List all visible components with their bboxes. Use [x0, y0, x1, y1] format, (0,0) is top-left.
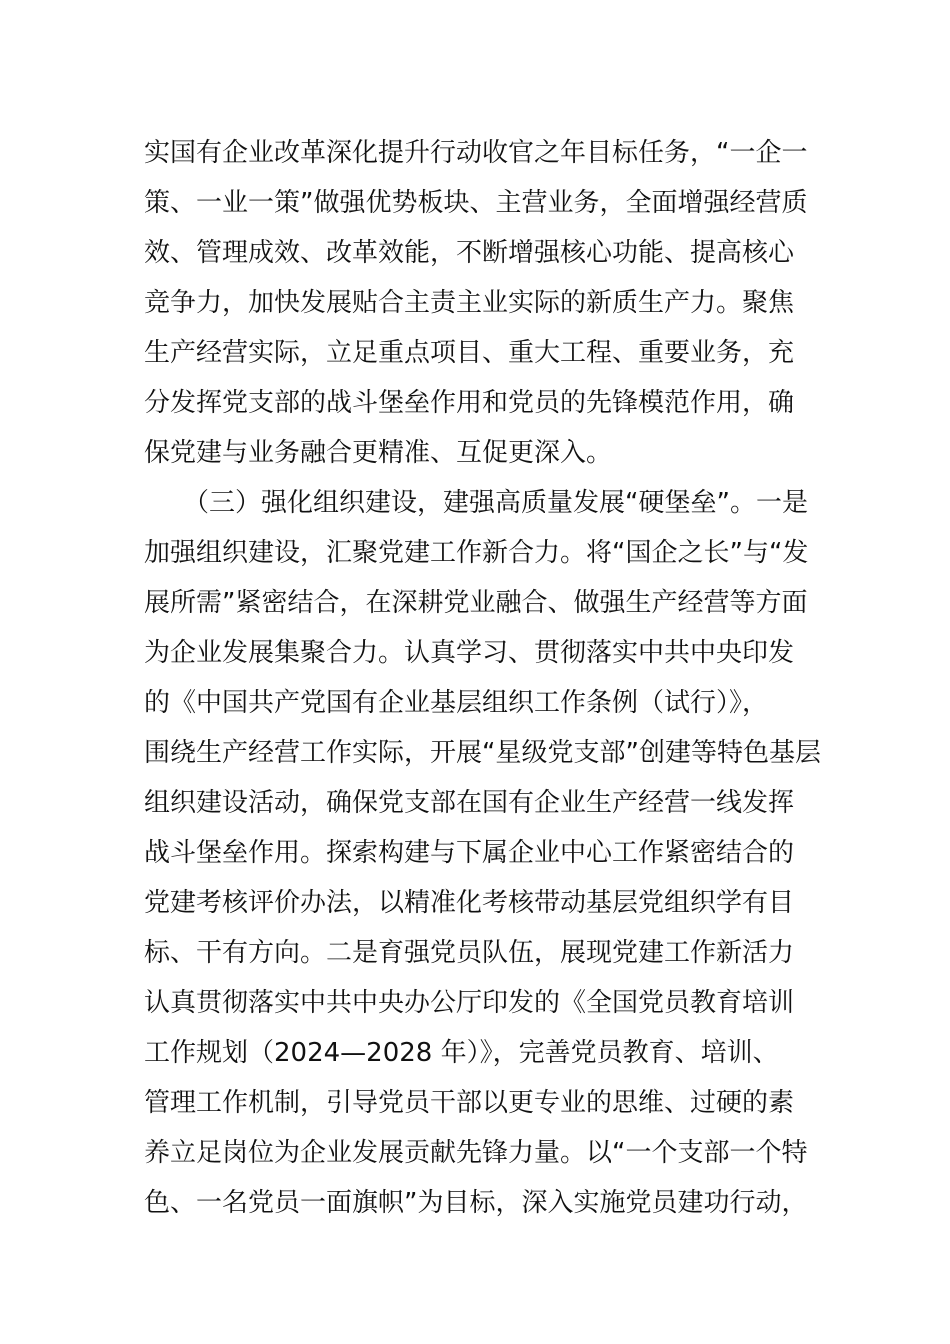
text-line: 党建考核评价办法，以精准化考核带动基层党组织学有目: [144, 888, 795, 918]
text-line: 组织建设活动，确保党支部在国有企业生产经营一线发挥: [144, 788, 795, 818]
text-line: 展所需”紧密结合，在深耕党业融合、做强生产经营等方面: [144, 588, 808, 618]
text-line: 保党建与业务融合更精准、互促更深入。: [144, 438, 613, 468]
text-line: 认真贯彻落实中共中央办公厅印发的《全国党员教育培训: [144, 988, 795, 1018]
text-line: 加强组织建设，汇聚党建工作新合力。将“国企之长”与“发: [144, 538, 809, 568]
text-line: 策、一业一策”做强优势板块、主营业务，全面增强经营质: [144, 188, 808, 218]
text-line: 围绕生产经营工作实际，开展“星级党支部”创建等特色基层: [144, 738, 821, 768]
text-line: 养立足岗位为企业发展贡献先锋力量。以“一个支部一个特: [144, 1138, 808, 1168]
text-line: 生产经营实际，立足重点项目、重大工程、重要业务，充: [144, 338, 795, 368]
text-line: 分发挥党支部的战斗堡垒作用和党员的先锋模范作用，确: [144, 388, 795, 418]
text-line: （三）强化组织建设，建强高质量发展“硬堡垒”。一是: [144, 488, 808, 518]
text-line: 效、管理成效、改革效能，不断增强核心功能、提高核心: [144, 238, 795, 268]
text-line: 为企业发展集聚合力。认真学习、贯彻落实中共中央印发: [144, 638, 795, 668]
text-line: 色、一名党员一面旗帜”为目标，深入实施党员建功行动，: [144, 1188, 808, 1218]
text-line: 实国有企业改革深化提升行动收官之年目标任务，“一企一: [144, 138, 808, 168]
text-line: 标、干有方向。二是育强党员队伍，展现党建工作新活力: [144, 938, 795, 968]
text-line: 管理工作机制，引导党员干部以更专业的思维、过硬的素: [144, 1088, 795, 1118]
text-line: 竞争力，加快发展贴合主责主业实际的新质生产力。聚焦: [144, 288, 795, 318]
text-line: 工作规划（2024—2028 年）》，完善党员教育、培训、: [144, 1038, 779, 1068]
text-line: 的《中国共产党国有企业基层组织工作条例（试行）》，: [144, 688, 769, 718]
text-line: 战斗堡垒作用。探索构建与下属企业中心工作紧密结合的: [144, 838, 795, 868]
body-text: [144, 128, 824, 1228]
